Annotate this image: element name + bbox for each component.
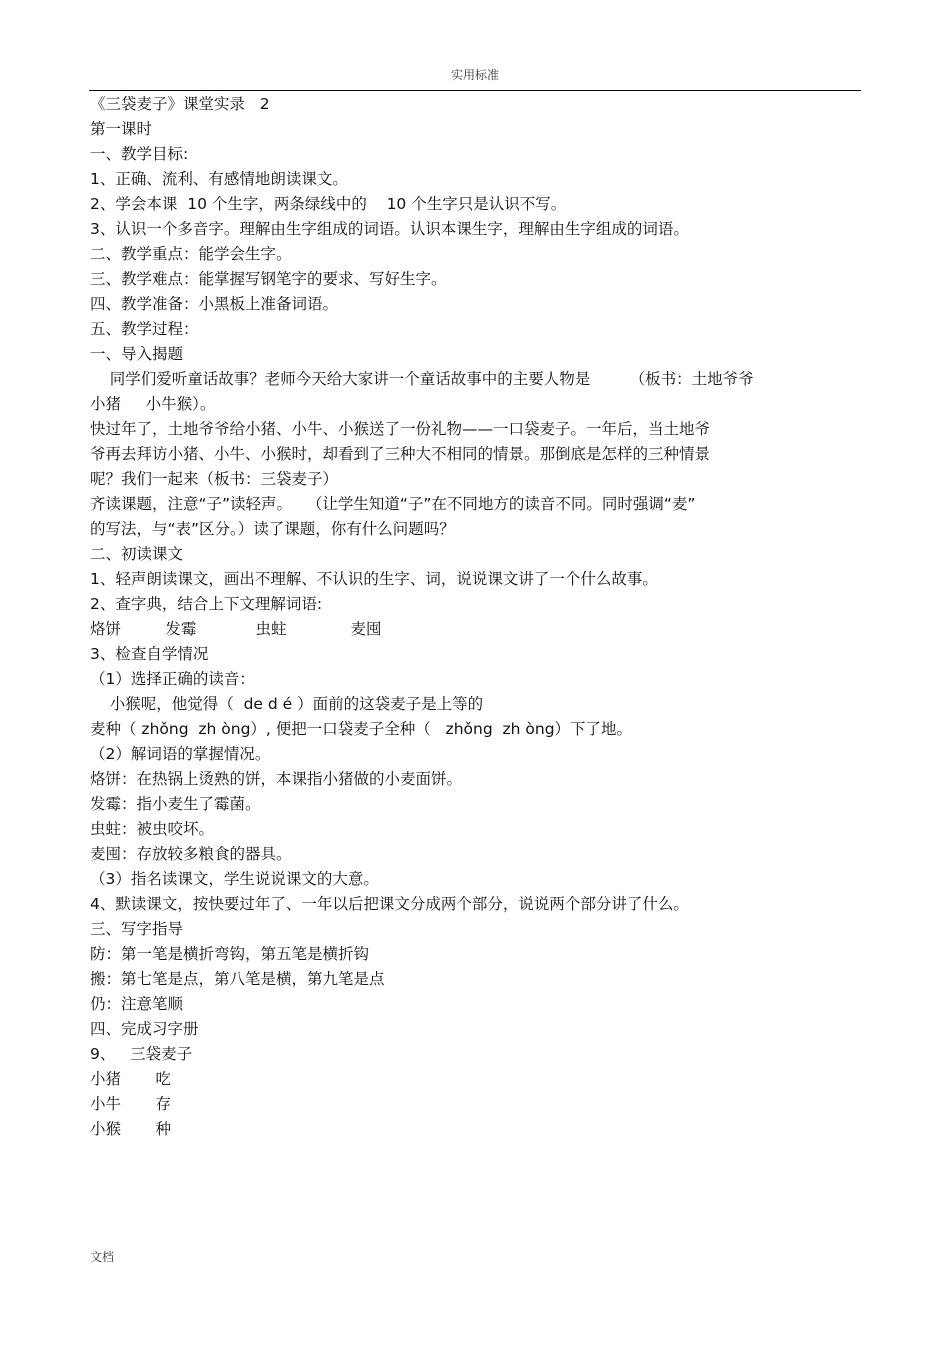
text-line: （2）解词语的掌握情况。 <box>90 745 271 763</box>
board-row: 小牛 存 <box>90 1095 171 1113</box>
text-line: 麦种（ zhǒng zh òng）, 便把一口袋麦子全种（ zhǒng zh òng）下了地。 <box>90 720 633 738</box>
text-line: 1、正确、流利、有感情地朗读课文。 <box>90 170 348 188</box>
text-line: 4、默读课文，按快要过年了、一年以后把课文分成两个部分，说说两个部分讲了什么。 <box>90 895 689 913</box>
text-line: （1）选择正确的读音： <box>90 670 255 688</box>
section-preparation: 四、教学准备：小黑板上准备词语。 <box>90 295 339 313</box>
doc-title: 《三袋麦子》课堂实录 2 <box>90 95 270 113</box>
section-process: 五、教学过程： <box>90 320 199 338</box>
subsection-writing-guide: 三、写字指导 <box>90 920 184 938</box>
text-line: 同学们爱听童话故事？老师今天给大家讲一个童话故事中的主要人物是 （板书：土地爷爷 <box>90 370 754 388</box>
stroke-note: 防：第一笔是横折弯钩，第五笔是横折钩 <box>90 945 370 963</box>
subsection-first-reading: 二、初读课文 <box>90 545 184 563</box>
section-objectives: 一、教学目标: <box>90 145 189 163</box>
text-line: 呢？我们一起来（板书：三袋麦子） <box>90 470 339 488</box>
stroke-note: 搬：第七笔是点，第八笔是横，第九笔是点 <box>90 970 385 988</box>
subsection-workbook: 四、完成习字册 <box>90 1020 199 1038</box>
definition-line: 麦囤：存放较多粮食的器具。 <box>90 845 292 863</box>
text-line: 3、检查自学情况 <box>90 645 209 663</box>
board-row: 小猪 吃 <box>90 1070 171 1088</box>
text-line: 1、轻声朗读课文，画出不理解、不认识的生字、词，说说课文讲了一个什么故事。 <box>90 570 658 588</box>
text-line: 小猪 小牛猴）。 <box>90 395 216 413</box>
text-line: （3）指名读课文，学生说说课文的大意。 <box>90 870 379 888</box>
page-footer: 文档 <box>90 1250 115 1264</box>
page-header: 实用标准 <box>450 68 499 82</box>
text-line: 齐读课题，注意“子”读轻声。 （让学生知道“子”在不同地方的读音不同。同时强调“麦” <box>90 495 696 513</box>
stroke-note: 仍：注意笔顺 <box>90 995 184 1013</box>
text-line: 2、查字典，结合上下文理解词语: <box>90 595 323 613</box>
text-line: 快过年了，土地爷爷给小猪、小牛、小猴送了一份礼物——一口袋麦子。一年后，当土地爷 <box>90 420 711 438</box>
text-line: 小猴呢，他觉得（ de d é ）面前的这袋麦子是上等的 <box>90 695 484 713</box>
text-line: 的写法，与“表”区分。）读了课题，你有什么问题吗？ <box>90 520 455 538</box>
board-row: 小猴 种 <box>90 1120 171 1138</box>
board-title: 9、 三袋麦子 <box>90 1045 193 1063</box>
section-key-points: 二、教学重点：能学会生字。 <box>90 245 292 263</box>
vocabulary-row: 烙饼 发霉 虫蛀 麦囤 <box>90 620 382 638</box>
text-line: 3、认识一个多音字。理解由生字组成的词语。认识本课生字，理解由生字组成的词语。 <box>90 220 689 238</box>
lesson-heading: 第一课时 <box>90 120 153 138</box>
definition-line: 发霉：指小麦生了霉菌。 <box>90 795 261 813</box>
definition-line: 烙饼：在热锅上烫熟的饼，本课指小猪做的小麦面饼。 <box>90 770 463 788</box>
document-body <box>90 92 860 1142</box>
text-line: 2、学会本课 10 个生字，两条绿线中的 10 个生字只是认识不写。 <box>90 195 567 213</box>
definition-line: 虫蛀：被虫咬坏。 <box>90 820 215 838</box>
section-difficulties: 三、教学难点：能掌握写钢笔字的要求、写好生字。 <box>90 270 447 288</box>
header-rule <box>89 90 861 91</box>
subsection-intro: 一、导入揭题 <box>90 345 184 363</box>
text-line: 爷再去拜访小猪、小牛、小猴时，却看到了三种大不相同的情景。那倒底是怎样的三种情景 <box>90 445 711 463</box>
